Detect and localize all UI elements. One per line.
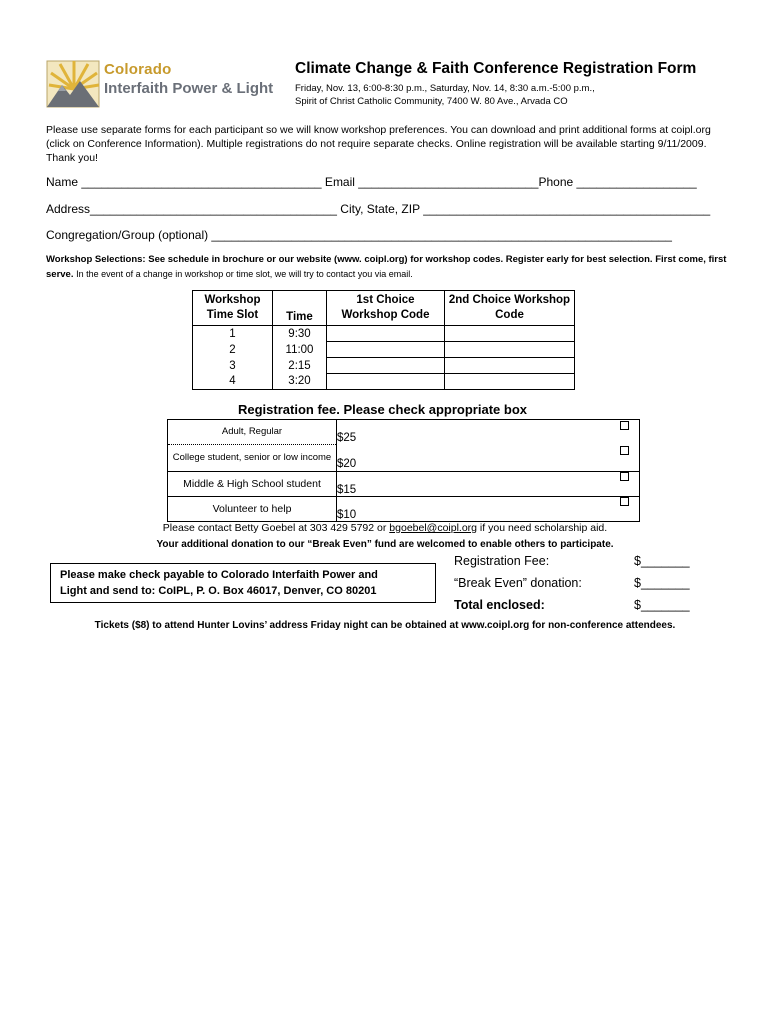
checkbox-icon[interactable] (620, 421, 629, 430)
fee-label-adult: Adult, Regular (168, 420, 337, 445)
workshop-selection-note (46, 253, 736, 282)
payto-line-2: Light and send to: CoIPL, P. O. Box 46017, Denver, CO 80201 (60, 585, 377, 597)
second-choice-input[interactable] (445, 358, 575, 374)
slot-number: 2 (193, 342, 273, 358)
slot-number: 1 (193, 326, 273, 342)
slot-number: 4 (193, 374, 273, 390)
fee-label-school: Middle & High School student (168, 472, 337, 497)
total-value-enclosed[interactable]: $_______ (634, 598, 690, 612)
first-choice-input[interactable] (327, 358, 445, 374)
workshop-slot-table (192, 290, 575, 390)
slot-time: 9:30 (273, 326, 327, 342)
contact-email-link[interactable]: bgoebel@coipl.org (389, 522, 478, 534)
fee-option-15[interactable] (337, 472, 640, 497)
organization-logo (46, 55, 284, 110)
fee-row-volunteer (168, 497, 640, 522)
total-label-registration: Registration Fee: (454, 554, 550, 568)
col-header-slot: Workshop Time Slot (193, 291, 273, 326)
payto-line-1: Please make check payable to Colorado Interfaith Power and (60, 569, 378, 581)
registration-fee-heading: Registration fee. Please check appropriate box (238, 402, 527, 417)
col-header-first-choice: 1st Choice Workshop Code (327, 291, 445, 326)
intro-paragraph: Please use separate forms for each participant so we will know workshop preferences. You can download and print additional forms at coipl.org (click on Conference Information). Multiple registrations do not require separate checks. Online registration will be available starting 9/11/2009. Thank you! (46, 124, 711, 164)
name-email-phone-field[interactable]: Name ____________________________________ Email ___________________________Phone __________________ (46, 175, 697, 189)
first-choice-input[interactable] (327, 326, 445, 342)
fee-row-school (168, 472, 640, 497)
fee-row-adult (168, 420, 640, 445)
payment-instructions-box (50, 563, 436, 603)
fee-amount: $15 (337, 484, 357, 496)
second-choice-input[interactable] (445, 342, 575, 358)
congregation-field[interactable]: Congregation/Group (optional) _____________________________________________________________________ (46, 228, 672, 242)
fee-label-volunteer: Volunteer to help (168, 497, 337, 522)
total-label-enclosed: Total enclosed: (454, 598, 545, 612)
slot-number: 3 (193, 358, 273, 374)
checkbox-icon[interactable] (620, 472, 629, 481)
form-title: Climate Change & Faith Conference Registration Form (295, 60, 697, 77)
contact-text-before: Please contact Betty Goebel at 303 429 5792 or (162, 522, 390, 534)
registration-fee-table (167, 419, 640, 522)
col-header-time: Time (273, 291, 327, 326)
logo-text-colorado: Colorado (104, 61, 172, 78)
col-header-second-choice: 2nd Choice Workshop Code (445, 291, 575, 326)
workshop-note-bold: Workshop Selections: See schedule in brochure or our website (www. coipl.org) for workshop codes. Register early for best selection. First come, first serve. (46, 254, 727, 280)
fee-label-college-senior: College student, senior or low income (168, 445, 337, 472)
second-choice-input[interactable] (445, 374, 575, 390)
table-row (193, 374, 575, 390)
fee-option-20[interactable] (337, 445, 640, 472)
address-field[interactable]: Address_____________________________________ City, State, ZIP ___________________________________________ (46, 202, 711, 216)
fee-amount: $20 (337, 457, 357, 470)
slot-time: 3:20 (273, 374, 327, 390)
fee-option-10[interactable] (337, 497, 640, 522)
fee-amount: $25 (337, 432, 357, 445)
tickets-note: Tickets ($8) to attend Hunter Lovins’ address Friday night can be obtained at www.coipl.org for non-conference attendees. (94, 620, 676, 631)
checkbox-icon[interactable] (620, 446, 629, 455)
second-choice-input[interactable] (445, 326, 575, 342)
slot-time: 2:15 (273, 358, 327, 374)
sunburst-mountain-logo-icon (46, 55, 102, 110)
slot-time: 11:00 (273, 342, 327, 358)
fee-row-student-senior (168, 445, 640, 472)
donation-note: Your additional donation to our “Break Even” fund are welcomed to enable others to participate. (156, 539, 614, 550)
event-dates: Friday, Nov. 13, 6:00-8:30 p.m., Saturday, Nov. 14, 8:30 a.m.-5:00 p.m., (295, 83, 595, 94)
first-choice-input[interactable] (327, 342, 445, 358)
logo-text-ipl: Interfaith Power & Light (104, 80, 274, 97)
event-location: Spirit of Christ Catholic Community, 7400 W. 80 Ave., Arvada CO (295, 96, 568, 107)
scholarship-contact (0, 522, 770, 534)
total-value-donation[interactable]: $_______ (634, 576, 690, 590)
total-label-donation: “Break Even” donation: (454, 576, 582, 590)
table-row (193, 342, 575, 358)
table-header-row (193, 291, 575, 326)
fee-amount: $10 (337, 509, 357, 521)
contact-text-after: if you need scholarship aid. (477, 522, 608, 534)
checkbox-icon[interactable] (620, 497, 629, 506)
table-row (193, 358, 575, 374)
first-choice-input[interactable] (327, 374, 445, 390)
workshop-note-normal: In the event of a change in workshop or time slot, we will try to contact you via email. (76, 269, 413, 279)
table-row (193, 326, 575, 342)
fee-option-25[interactable] (337, 420, 640, 445)
total-value-registration[interactable]: $_______ (634, 554, 690, 568)
